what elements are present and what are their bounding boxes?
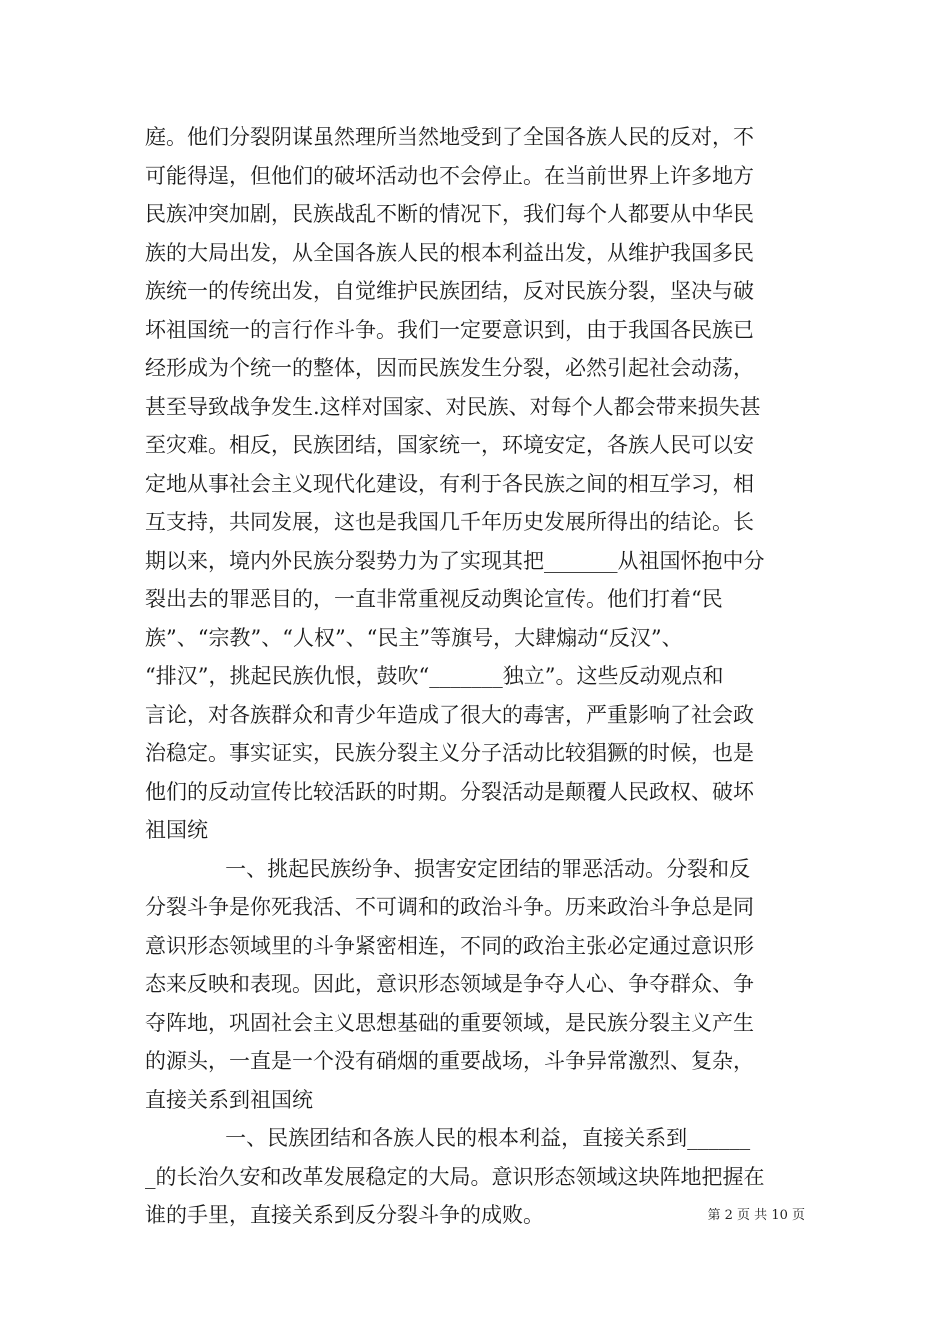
text-line: 一、民族团结和各族人民的根本利益，直接关系到______ [145,1126,751,1150]
text-line: 族”、“宗教”、“人权”、“民主”等旗号，大肆煽动“反汉”、 [145,625,683,650]
text-line: 的源头，一直是一个没有硝烟的重要战场，斗争异常激烈、复杂， [145,1049,754,1073]
text-line: 夺阵地，巩固社会主义思想基础的重要领域，是民族分裂主义产生 [145,1010,754,1035]
text-line: 经形成为个统一的整体，因而民族发生分裂，必然引起社会动荡， [145,356,754,380]
text-line: 谁的手里，直接关系到反分裂斗争的成败。 [145,1203,544,1227]
text-line: 祖国统 [145,818,208,842]
page-number: 第 2 页 共 10 页 [707,1208,805,1223]
text-line: 民族冲突加剧，民族战乱不断的情况下，我们每个人都要从中华民 [145,202,754,226]
text-line: 他们的反动宣传比较活跃的时期。分裂活动是颠覆人民政权、破坏 [145,779,754,804]
text-line: “排汉”，挑起民族仇恨，鼓吹“_______独立”。这些反动观点和 [145,664,724,688]
text-line: 族统一的传统出发，自觉维护民族团结，反对民族分裂，坚决与破 [145,279,754,303]
text-line: 治稳定。事实证实，民族分裂主义分子活动比较猖獗的时候，也是 [145,741,754,765]
text-line: 甚至导致战争发生.这样对国家、对民族、对每个人都会带来损失甚 [145,394,761,419]
text-line: _的长治久安和改革发展稳定的大局。意识形态领域这块阵地把握在 [145,1164,765,1189]
text-line: 直接关系到祖国统 [145,1087,313,1112]
text-line: 分裂斗争是你死我活、不可调和的政治斗争。历来政治斗争总是同 [145,895,754,919]
text-line: 可能得逞，但他们的破坏活动也不会停止。在当前世界上许多地方 [145,163,754,188]
text-line: 态来反映和表现。因此，意识形态领域是争夺人心、争夺群众、争 [145,972,754,996]
text-line: 一、挑起民族纷争、损害安定团结的罪恶活动。分裂和反 [145,856,751,881]
text-line: 互支持，共同发展，这也是我国几千年历史发展所得出的结论。长 [145,510,754,534]
text-line: 定地从事社会主义现代化建设，有利于各民族之间的相互学习，相 [145,471,754,496]
document-body [145,118,825,1235]
text-line: 庭。他们分裂阴谋虽然理所当然地受到了全国各族人民的反对，不 [145,125,754,149]
text-line: 族的大局出发，从全国各族人民的根本利益出发，从维护我国多民 [145,240,754,265]
text-line: 意识形态领域里的斗争紧密相连，不同的政治主张必定通过意识形 [145,933,754,958]
text-line: 坏祖国统一的言行作斗争。我们一定要意识到，由于我国各民族已 [145,317,754,342]
text-line: 言论，对各族群众和青少年造成了很大的毒害，严重影响了社会政 [145,702,754,727]
text-line: 期以来，境内外民族分裂势力为了实现其把_______从祖国怀抱中分 [145,548,765,573]
text-line: 至灾难。相反，民族团结，国家统一，环境安定，各族人民可以安 [145,433,754,457]
text-line: 裂出去的罪恶目的，一直非常重视反动舆论宣传。他们打着“民 [145,587,723,611]
